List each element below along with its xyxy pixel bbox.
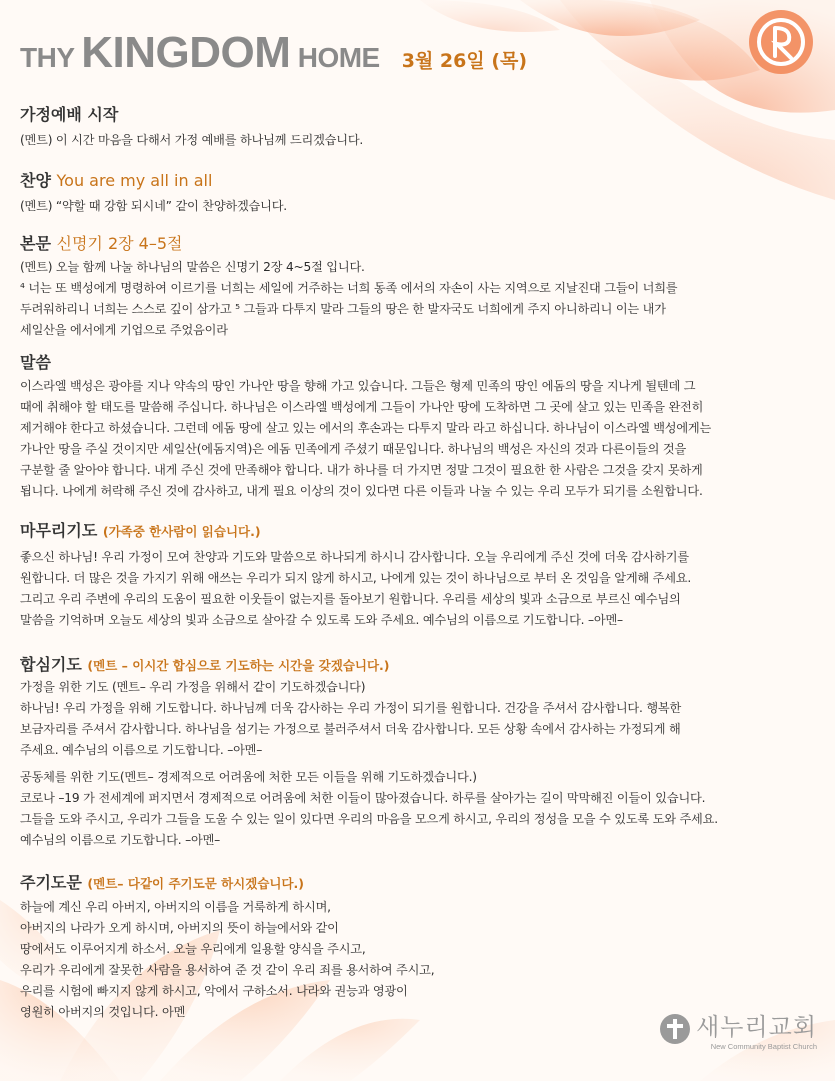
sermon-body: 이스라엘 백성은 광야를 지나 약속의 땅인 가나안 땅을 향해 가고 있습니다. 그들은 형제 민족의 땅인 에돔의 땅을 지나게 될텐데 그 때에 취해야 할 태도를 말씀해 주십니다. 하나님은 이스라엘 백성에게 그들이 가나안 땅에 도착하면 그 곳에 살고 있는 민족을 완전히 제거해야 한다고 하셨습니다. 그런데 에돔 땅에 살고 있는 에서의 후손과는 다투지 말라 라고 하십니다. 하나님이 이스라엘 백성에게는 가나안 땅을 주실 것이지만 세일산(에돔지역)은 에돔 민족에게 주셨기 때문입니다. 하나님의 백성은 자신의 것과 다른이들의 것을 구분할 줄 알아야 합니다. 내게 주신 것에 만족해야 합니다. 내가 하나를 더 가지면 정말 그것이 필요한 한 사람은 그것을 갖지 못하게 됩니다. 나에게 허락해 주신 것에 감사하고, 내게 필요 이상의 것이 있다면 다른 이들과 나눌 수 있는 우리 모두가 되기를 소원합니다. [20,379,712,498]
header [20,28,527,78]
church-footer [658,1007,817,1051]
family-prayer-heading: 가정을 위한 기도 (멘트– 우리 가정을 위해서 같이 기도하겠습니다) [20,680,366,694]
title-thy: THY [20,42,82,73]
title-home: HOME [290,42,380,73]
opening-body: (멘트) 이 시간 마음을 다해서 가정 예배를 하나님께 드리겠습니다. [20,133,364,147]
opening-title: 가정예배 시작 [20,105,119,124]
praise-heading [20,170,820,192]
section-scripture [20,233,820,341]
sermon-title: 말씀 [20,353,51,372]
brand-logo-icon [745,6,817,78]
section-praise [20,170,820,217]
unison-title: 합심기도 [20,655,82,674]
closing-body: 좋으신 하나님! 우리 가정이 모여 찬양과 기도와 말씀으로 하나되게 하시니 감사합니다. 오늘 우리에게 주신 것에 더욱 감사하기를 원합니다. 더 많은 것을 가지기 위해 애쓰는 우리가 되지 않게 하시고, 나에게 있는 것이 하나님으로 부터 온 것임을 알게해 주세요. 그리고 우리 주변에 우리의 도움이 필요한 이웃들이 없는지를 돌아보기 원합니다. 우리를 세상의 빛과 소금으로 부르신 예수님의 말씀을 기억하며 오늘도 세상의 빛과 소금으로 살아갈 수 있도록 도와 주세요. 예수님의 이름으로 기도합니다. –아멘– [20,550,692,627]
scripture-heading [20,233,820,255]
title-kingdom: KINGDOM [81,28,291,77]
praise-song: You are my all in all [56,171,213,190]
section-closing-prayer [20,520,820,631]
section-opening [20,104,820,151]
scripture-body: (멘트) 오늘 함께 나눌 하나님의 말씀은 신명기 2장 4~5절 입니다. ⁴ 너는 또 백성에게 명령하여 이르기를 너희는 세일에 거주하는 너희 동족 에서의 자손이 사는 지역으로 지날진대 그들이 너희를 두려워하리니 너희는 스스로 깊이 삼가고 ⁵ 그들과 다투지 말라 그들의 땅은 한 발자국도 너희에게 주지 아니하리니 이는 내가 세일산을 에서에게 기업으로 주었음이라 [20,260,678,337]
section-lords-prayer [20,872,820,1023]
church-name: 새누리교회 [696,1013,817,1041]
lords-prayer-heading [20,872,820,895]
closing-heading [20,520,820,543]
scripture-reference: 신명기 2장 4–5절 [56,234,183,253]
church-logo-icon [658,1012,692,1046]
section-sermon [20,352,820,502]
unison-heading [20,654,820,677]
lords-prayer-body: 하늘에 계신 우리 아버지, 아버지의 이름을 거룩하게 하시며, 아버지의 나라가 오게 하시며, 아버지의 뜻이 하늘에서와 같이 땅에서도 이루어지게 하소서. 오늘 우리에게 일용할 양식을 주시고, 우리가 우리에게 잘못한 사람을 용서하여 준 것 같이 우리 죄를 용서하여 주시고, 우리를 시험에 빠지지 않게 하시고, 악에서 구하소서. 나라와 권능과 영광이 영원히 아버지의 것입니다. 아멘 [20,900,435,1019]
family-prayer-body: 하나님! 우리 가정을 위해 기도합니다. 하나님께 더욱 감사하는 우리 가정이 되기를 원합니다. 건강을 주셔서 감사합니다. 행복한 보금자리를 주셔서 감사합니다. 하나님을 섬기는 가정으로 불러주셔서 더욱 감사합니다. 모든 상황 속에서 감사하는 가정되게 해 주세요. 예수님의 이름으로 기도합니다. –아멘– [20,701,682,757]
date-label: 3월 26일 (목) [401,50,528,72]
scripture-title: 본문 [20,234,51,253]
closing-title: 마무리기도 [20,521,98,540]
unison-note: (멘트 – 이시간 합심으로 기도하는 시간을 갖겠습니다.) [87,658,390,673]
church-english-name: New Community Baptist Church [710,1042,817,1051]
lords-prayer-note: (멘트– 다같이 주기도문 하시겠습니다.) [87,876,305,891]
praise-body: (멘트) “약할 때 강함 되시네” 같이 찬양하겠습니다. [20,199,287,213]
community-prayer-heading: 공동체를 위한 기도(멘트– 경제적으로 어려움에 처한 모든 이들을 위해 기도하겠습니다.) [20,770,477,784]
community-prayer-body: 코로나 –19 가 전세계에 퍼지면서 경제적으로 어려움에 처한 이들이 많아졌습니다. 하루를 살아가는 길이 막막해진 이들이 있습니다. 그들을 도와 주시고, 우리가 그들을 도울 수 있는 일이 있다면 우리의 마음을 모으게 하시고, 우리의 정성을 모을 수 있도록 도와 주세요. 예수님의 이름으로 기도합니다. –아멘– [20,791,718,847]
page-title [20,28,380,78]
praise-title: 찬양 [20,171,51,190]
section-unison-prayer [20,654,820,851]
closing-note: (가족중 한사람이 읽습니다.) [102,524,261,539]
lords-prayer-title: 주기도문 [20,873,82,892]
